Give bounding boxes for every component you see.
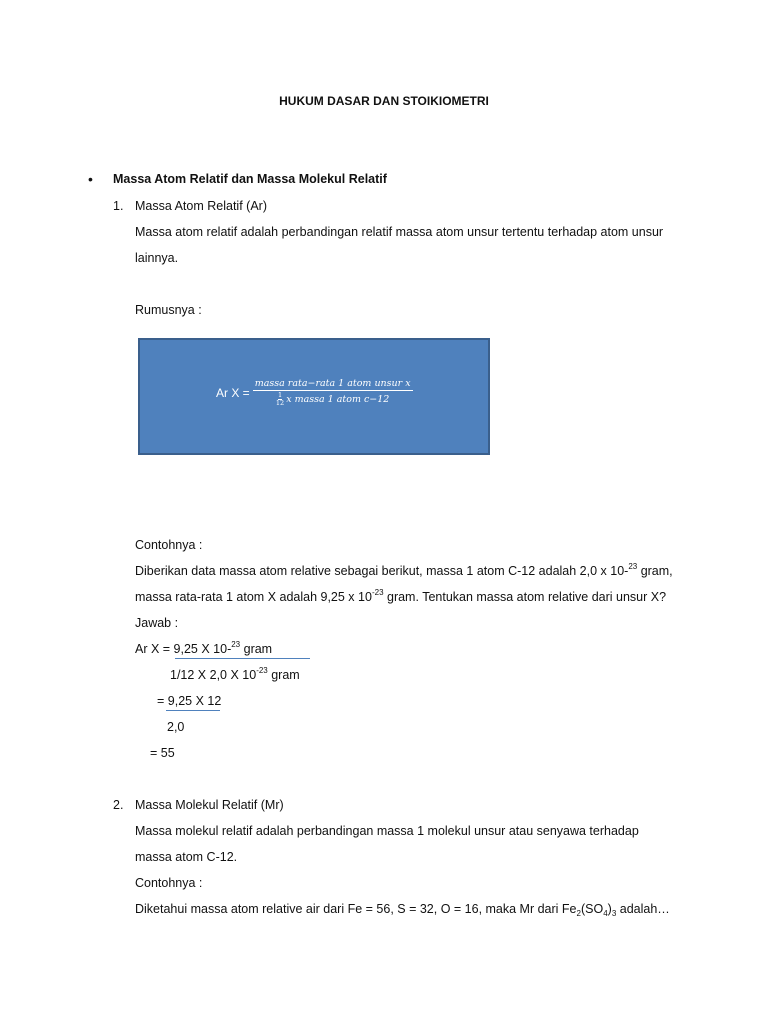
item2-number: 2.	[113, 798, 124, 812]
mini-fraction-top: 1	[277, 391, 283, 399]
formula-fraction	[253, 378, 413, 407]
calc-line1	[135, 642, 272, 656]
item2-definition-line2: massa atom C-12.	[135, 850, 238, 864]
fraction-bar-1	[175, 658, 310, 659]
calc-line5: = 55	[150, 746, 175, 760]
calc-line1-tail: gram	[240, 642, 273, 656]
example1-line1-text: Diberikan data massa atom relative sebagai berikut, massa 1 atom C-12 adalah 2,0 x 10-	[135, 564, 629, 578]
example1-line2	[135, 590, 666, 604]
example1-line1-tail: gram,	[637, 564, 673, 578]
rumus-label: Rumusnya :	[135, 303, 202, 317]
bullet-point: •	[88, 171, 93, 187]
calc-line2-exponent: -23	[256, 666, 268, 675]
item1-definition-line1: Massa atom relatif adalah perbandingan relatif massa atom unsur tertentu terhadap atom unsur	[135, 225, 664, 239]
calc-line2-text: 1/12 X 2,0 X 10	[170, 668, 257, 682]
mini-fraction-bottom: 12	[275, 399, 285, 407]
item2-heading: Massa Molekul Relatif (Mr)	[135, 798, 284, 812]
contoh-label-2: Contohnya :	[135, 876, 203, 890]
calc-line1-text: Ar X = 9,25 X 10-	[135, 642, 232, 656]
calc-line2-tail: gram	[267, 668, 300, 682]
example1-line2-text: massa rata-rata 1 atom X adalah 9,25 x 10	[135, 590, 372, 604]
formula-denominator: x massa 1 atom c−12	[286, 394, 390, 405]
document-title: HUKUM DASAR DAN STOIKIOMETRI	[279, 94, 489, 108]
formula	[216, 378, 413, 407]
formula-lhs: Ar X =	[216, 385, 250, 400]
calc-line2	[170, 668, 300, 682]
example1-line1	[135, 564, 673, 578]
formula-mini-fraction	[276, 392, 284, 407]
item1-number: 1.	[113, 199, 124, 213]
example2-text-c: )	[607, 902, 612, 916]
jawab-label: Jawab :	[135, 616, 179, 630]
section-heading: Massa Atom Relatif dan Massa Molekul Relatif	[113, 172, 387, 186]
item1-definition-line2: lainnya.	[135, 251, 179, 265]
example2-text-b: (SO	[580, 902, 604, 916]
calc-line1-exponent: 23	[231, 640, 241, 649]
fraction-bar-2	[166, 710, 220, 711]
example2-line	[135, 902, 670, 916]
example2-subscript-2: 4	[603, 909, 608, 918]
example1-line2-exponent: -23	[371, 588, 384, 597]
item1-heading: Massa Atom Relatif (Ar)	[135, 199, 267, 213]
example1-line2-tail: gram. Tentukan massa atom relative dari unsur X?	[383, 590, 667, 604]
formula-box	[138, 338, 490, 455]
formula-numerator: massa rata−rata 1 atom unsur x	[254, 378, 411, 389]
example1-line1-exponent: 23	[628, 562, 638, 571]
contoh-label-1: Contohnya :	[135, 538, 203, 552]
calc-line3: = 9,25 X 12	[157, 694, 222, 708]
calc-line4: 2,0	[167, 720, 185, 734]
example2-text-d: adalah…	[616, 902, 670, 916]
example2-subscript-1: 2	[576, 909, 581, 918]
formula-denominator-group	[274, 391, 391, 407]
example2-subscript-3: 3	[611, 909, 617, 918]
item2-definition-line1: Massa molekul relatif adalah perbandingan massa 1 molekul unsur atau senyawa terhadap	[135, 824, 639, 838]
example2-text: Diketahui massa atom relative air dari Fe = 56, S = 32, O = 16, maka Mr dari Fe	[135, 902, 577, 916]
